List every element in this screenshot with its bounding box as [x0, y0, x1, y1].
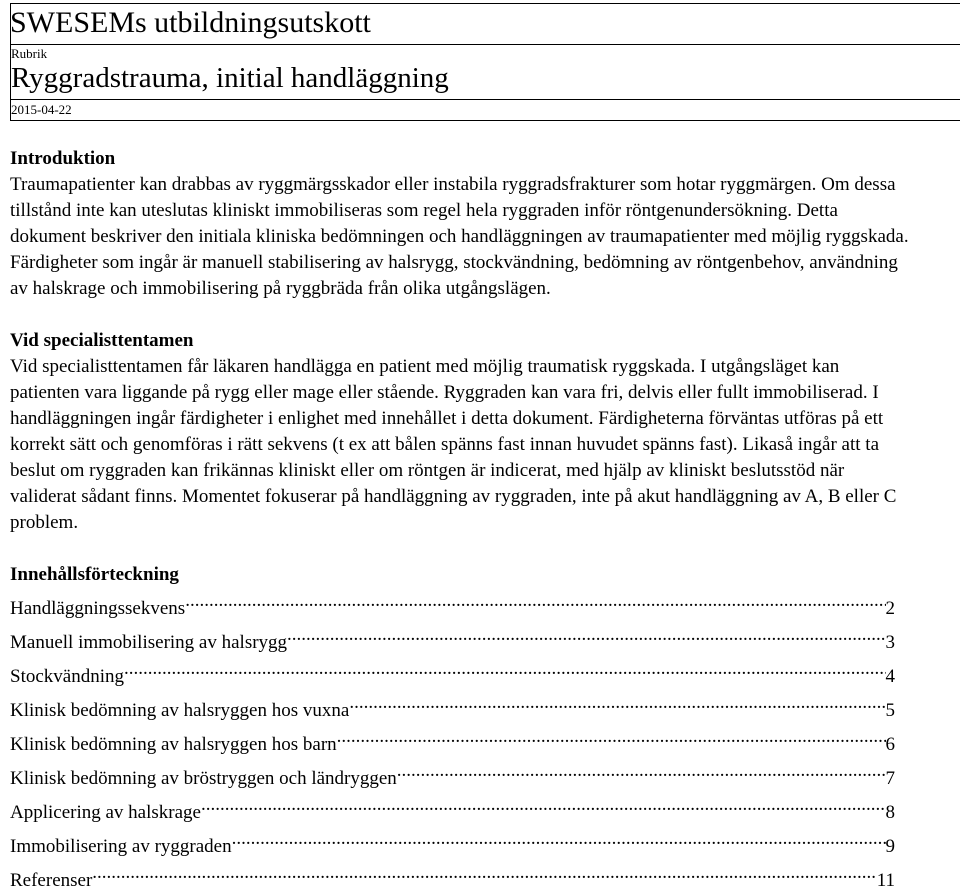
toc-leader-dots: [349, 690, 885, 716]
toc-entry-label: Handläggningssekvens: [10, 598, 186, 619]
toc-leader-dots: [337, 724, 886, 750]
toc-entry[interactable]: [10, 860, 895, 894]
toc-leader-dots: [92, 860, 876, 886]
specialist-text: Vid specialisttentamen får läkaren handlägga en patient med möjlig traumatisk ryggskada. I utgångsläget kan patienten vara liggande på rygg eller mage eller stående. Ryggraden kan vara fri, delvis eller fullt immobiliserad. I handläggningen ingår färdigheter i enlighet med innehållet i detta dokument. Färdigheterna förväntas utföras på ett korrekt sätt och genomföras i rätt sekvens (t ex att bålen spänns fast innan huvudet spänns fast). Likaså ingår att ta beslut om ryggraden kan frikännas kliniskt eller om röntgen är indicerat, med hjälp av kliniskt beslutsstöd när validerat sådant finns. Momentet fokuserar på handläggning av ryggraden, inte på akut handläggning av A, B eller C problem.: [10, 356, 897, 533]
toc-entry-page: 7: [885, 768, 895, 789]
toc-heading: Innehållsförteckning: [10, 564, 179, 585]
toc-entry-label: Klinisk bedömning av bröstryggen och ländryggen: [10, 768, 397, 789]
toc-leader-dots: [397, 758, 886, 784]
specialist-heading: Vid specialisttentamen: [10, 330, 194, 351]
toc-entry-label: Applicering av halskrage: [10, 802, 201, 823]
section-spacer: [10, 536, 910, 562]
toc-leader-dots: [287, 622, 885, 648]
toc-entry-page: 9: [885, 836, 895, 857]
toc-leader-dots: [185, 588, 885, 614]
document-title: Ryggradstrauma, initial handläggning: [11, 61, 960, 100]
toc-entry[interactable]: [10, 758, 895, 792]
rubrik-label: Rubrik: [11, 46, 48, 61]
org-title: SWESEMs utbildningsutskott: [10, 4, 960, 45]
document-date: 2015-04-22: [11, 100, 960, 121]
intro-heading: Introduktion: [10, 148, 116, 169]
toc-entry-page: 4: [885, 666, 895, 687]
toc-entry-page: 3: [885, 632, 895, 653]
toc-entry[interactable]: [10, 826, 895, 860]
toc-entry[interactable]: [10, 724, 895, 758]
toc-entry-page: 6: [885, 734, 895, 755]
intro-text: Traumapatienter kan drabbas av ryggmärgsskador eller instabila ryggradsfrakturer som hotar ryggmärgen. Om dessa tillstånd inte kan uteslutas kliniskt immobiliseras som regel hela ryggraden inför röntgenundersökning. Detta dokument beskriver den initiala kliniska bedömningen och handläggningen av traumapatienter med möjlig ryggskada. Färdigheter som ingår är manuell stabilisering av halsrygg, stockvändning, bedömning av röntgenbehov, användning av halskrage och immobilisering på ryggbräda från olika utgångslägen.: [10, 174, 909, 299]
toc-section: [10, 562, 910, 894]
toc-leader-dots: [124, 656, 886, 682]
toc-entry[interactable]: [10, 690, 895, 724]
toc-entry-label: Stockvändning: [10, 666, 124, 687]
toc-entry-label: Immobilisering av ryggraden: [10, 836, 232, 857]
toc-entry-page: 8: [885, 802, 895, 823]
toc-entry-page: 11: [876, 870, 895, 891]
intro-section: [10, 146, 910, 302]
toc-leader-dots: [232, 826, 886, 852]
specialist-section: [10, 328, 910, 536]
toc-entry[interactable]: [10, 656, 895, 690]
toc-list: [10, 588, 910, 894]
toc-entry[interactable]: [10, 588, 895, 622]
toc-entry-label: Manuell immobilisering av halsrygg: [10, 632, 288, 653]
toc-leader-dots: [201, 792, 886, 818]
toc-entry-label: Klinisk bedömning av halsryggen hos vuxna: [10, 700, 350, 721]
section-spacer: [10, 302, 910, 328]
toc-entry[interactable]: [10, 622, 895, 656]
toc-entry-page: 5: [885, 700, 895, 721]
document-body: [10, 146, 910, 894]
toc-entry-page: 2: [885, 598, 895, 619]
toc-entry-label: Referenser: [10, 870, 93, 891]
document-header: [10, 3, 960, 121]
toc-entry[interactable]: [10, 792, 895, 826]
toc-entry-label: Klinisk bedömning av halsryggen hos barn: [10, 734, 337, 755]
